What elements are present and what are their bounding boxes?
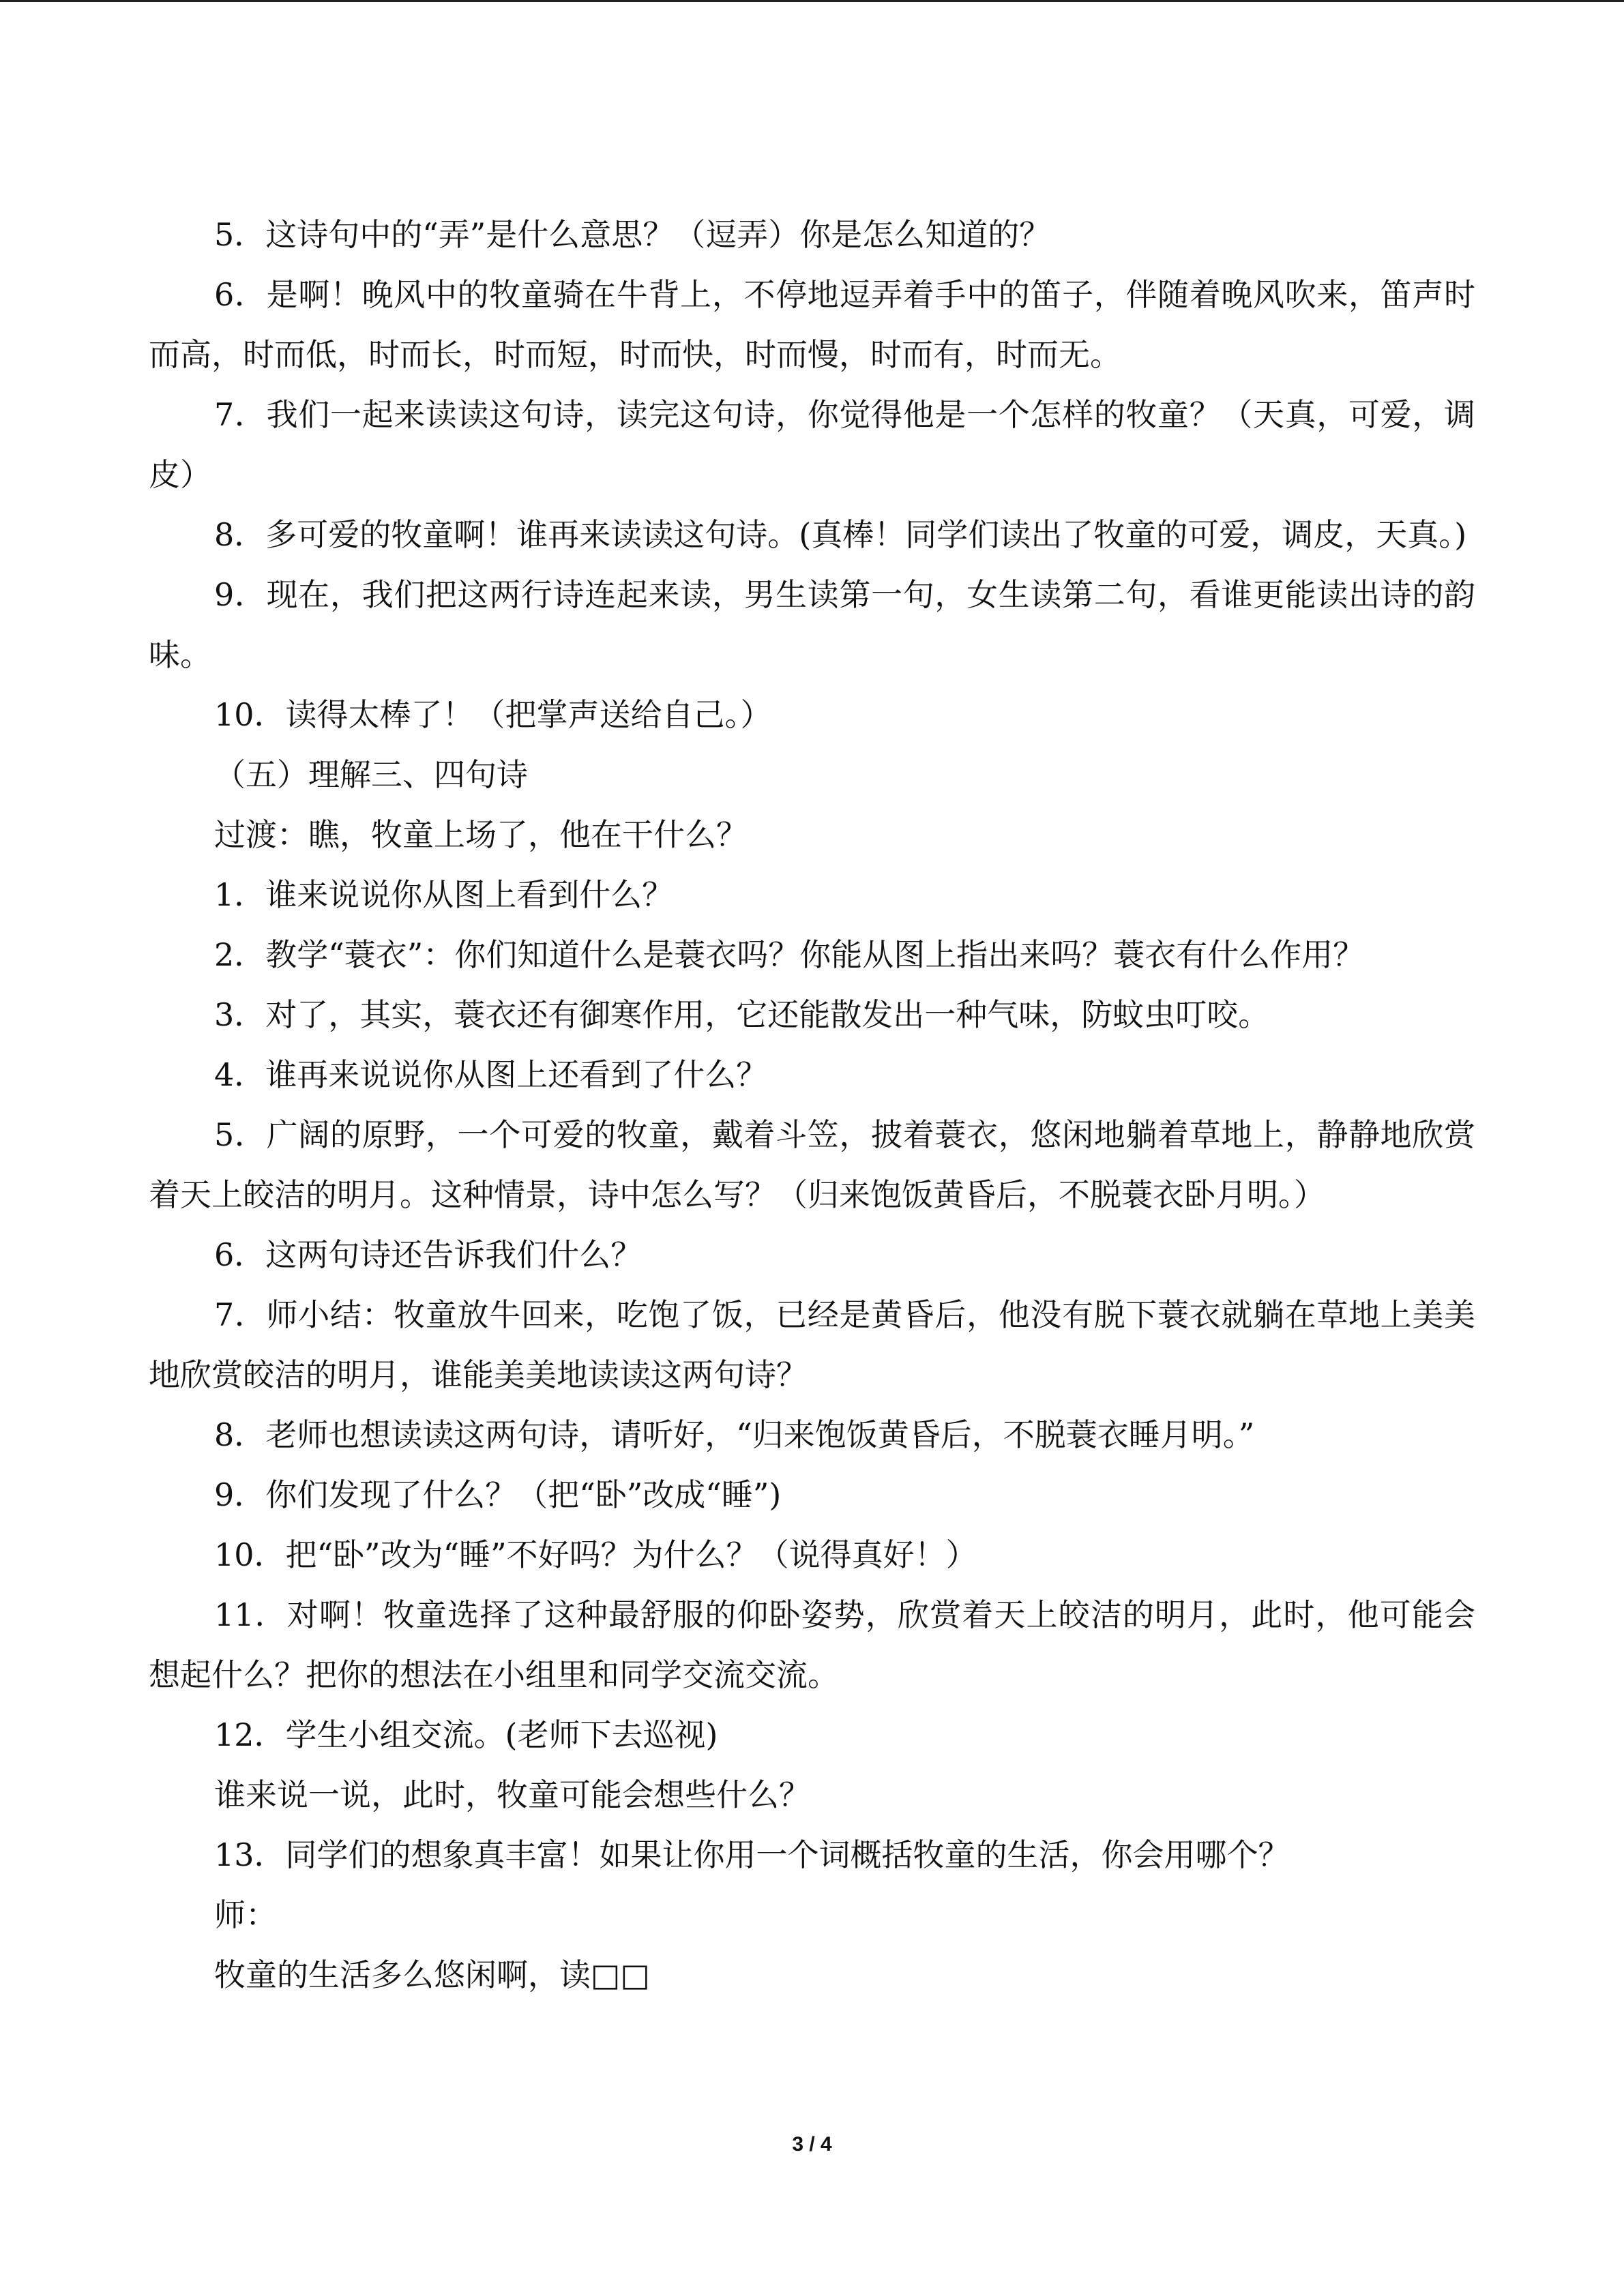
paragraph: 10．把“卧”改为“睡”不好吗？为什么？（说得真好！）	[214, 1536, 977, 1573]
paragraph: 7．我们一起来读读这句诗，读完这句诗，你觉得他是一个怎样的牧童？（天真，可爱，调皮）	[149, 396, 1475, 493]
page-number: 3 / 4	[792, 2133, 832, 2156]
paragraph: 8．老师也想读读这两句诗，请听好，“归来饱饭黄昏后，不脱蓑衣睡月明。”	[214, 1416, 1255, 1453]
paragraph: 6．是啊！晚风中的牧童骑在牛背上，不停地逗弄着手中的笛子，伴随着晚风吹来，笛声时而高，时而低，时而长，时而短，时而快，时而慢，时而有，时而无。	[149, 276, 1475, 373]
paragraph: 12．学生小组交流。(老师下去巡视)	[214, 1716, 718, 1753]
paragraph: 4．谁再来说说你从图上还看到了什么？	[214, 1056, 768, 1093]
paragraph: 11．对啊！牧童选择了这种最舒服的仰卧姿势，欣赏着天上皎洁的明月，此时，他可能会想起什么？把你的想法在小组里和同学交流交流。	[149, 1596, 1475, 1693]
paragraph: 7．师小结：牧童放牛回来，吃饱了饭，已经是黄昏后，他没有脱下蓑衣就躺在草地上美美地欣赏皎洁的明月，谁能美美地读读这两句诗？	[149, 1296, 1475, 1393]
paragraph: 10．读得太棒了！（把掌声送给自己。）	[214, 696, 772, 733]
paragraph: 过渡：瞧，牧童上场了，他在干什么？	[214, 816, 748, 853]
paragraph: 9．现在，我们把这两行诗连起来读，男生读第一句，女生读第二句，看谁更能读出诗的韵味。	[149, 576, 1475, 673]
paragraph: 师：	[214, 1896, 277, 1933]
section-heading: （五）理解三、四句诗	[214, 756, 528, 793]
paragraph: 3．对了，其实，蓑衣还有御寒作用，它还能散发出一种气味，防蚊虫叮咬。	[214, 996, 1270, 1033]
paragraph: 8．多可爱的牧童啊！谁再来读读这句诗。(真棒！同学们读出了牧童的可爱，调皮，天真。)	[214, 516, 1467, 553]
paragraph: 6．这两句诗还告诉我们什么？	[214, 1236, 643, 1273]
paragraph: 5．这诗句中的“弄”是什么意思？（逗弄）你是怎么知道的？	[214, 216, 1051, 253]
paragraph: 谁来说一说，此时，牧童可能会想些什么？	[214, 1776, 810, 1813]
paragraph: 5．广阔的原野，一个可爱的牧童，戴着斗笠，披着蓑衣，悠闲地躺着草地上，静静地欣赏着天上皎洁的明月。这种情景，诗中怎么写？（归来饱饭黄昏后，不脱蓑衣卧月明。）	[149, 1116, 1475, 1213]
paragraph: 2．教学“蓑衣”：你们知道什么是蓑衣吗？你能从图上指出来吗？蓑衣有什么作用？	[214, 936, 1365, 973]
document-body	[149, 205, 1475, 2005]
paragraph: 13．同学们的想象真丰富！如果让你用一个词概括牧童的生活，你会用哪个？	[214, 1836, 1290, 1873]
paragraph: 1．谁来说说你从图上看到什么？	[214, 876, 674, 913]
paragraph: 牧童的生活多么悠闲啊，读□□	[214, 1956, 650, 1993]
top-border-line	[0, 0, 1624, 2]
paragraph: 9．你们发现了什么？（把“卧”改成“睡”)	[214, 1476, 782, 1513]
